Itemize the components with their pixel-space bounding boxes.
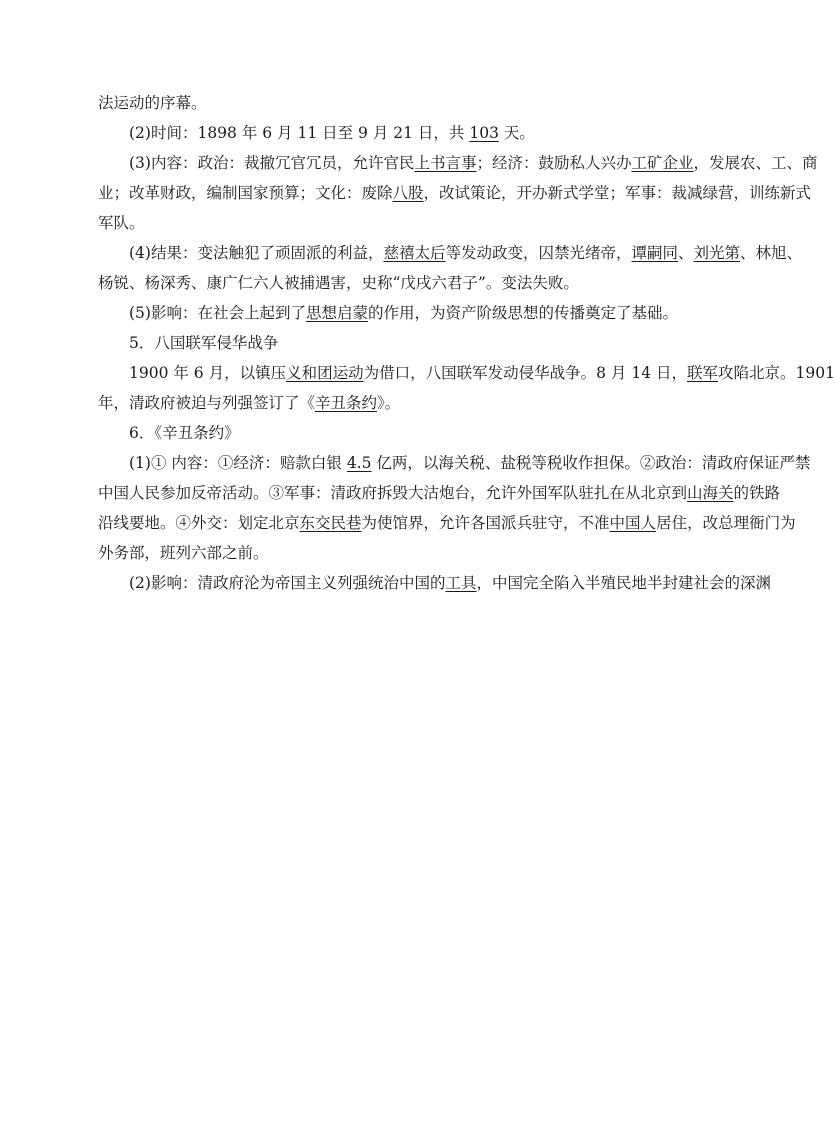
text-run: ；经济：鼓励私人兴办 — [476, 154, 632, 172]
underlined-answer: 辛丑条约 — [315, 394, 378, 412]
underlined-answer: 八股 — [392, 184, 424, 202]
text-run: (1)① 内容：①经济：赔款白银 — [129, 454, 347, 472]
underlined-answer: 慈禧太后 — [383, 244, 446, 262]
reform-impact-item — [98, 298, 704, 328]
paragraph-continuation — [98, 88, 704, 118]
text-run: ，发展农、工、商 — [693, 154, 818, 172]
text-run: 中国人民参加反帝活动。③军事：清政府拆毁大沽炮台，允许外国军队驻扎在从北京到 — [98, 484, 688, 502]
text-run: 的铁路 — [733, 484, 781, 502]
underlined-answer: 刘光第 — [693, 244, 741, 262]
treaty-content-item-line4 — [98, 538, 704, 568]
treaty-content-item-line3 — [98, 508, 796, 538]
underlined-answer: 思想启蒙 — [305, 304, 368, 322]
text-run: 、林旭、 — [740, 244, 803, 262]
reform-content-item-line3 — [98, 208, 704, 238]
text-run: 亿两，以海关税、盐税等税收作担保。②政治：清政府保证严禁 — [371, 454, 811, 472]
underlined-answer: 工矿企业 — [631, 154, 694, 172]
reform-result-item-line2 — [98, 268, 704, 298]
eight-nation-paragraph — [98, 358, 835, 388]
text-run: ，改试策论，开办新式学堂；军事：裁减绿营，训练新式 — [423, 184, 812, 202]
text-run: 法运动的序幕。 — [98, 94, 207, 112]
text-run: 、 — [678, 244, 694, 262]
section-heading-xinchou — [98, 418, 704, 448]
text-run: 为借口，八国联军发动侵华战争。8 月 14 日， — [363, 364, 687, 382]
document-body — [98, 88, 835, 598]
reform-result-item — [98, 238, 803, 268]
text-run: 业；改革财政，编制国家预算；文化：废除 — [98, 184, 393, 202]
text-run: (3)内容：政治：裁撤冗官冗员，允许官民 — [129, 154, 415, 172]
text-run: (5)影响：在社会上起到了 — [129, 304, 306, 322]
text-run: 1900 年 6 月，以镇压 — [129, 364, 287, 382]
text-run: 为使馆界，允许各国派兵驻守，不准 — [361, 514, 610, 532]
underlined-answer: 谭嗣同 — [631, 244, 679, 262]
text-run: (2)时间：1898 年 6 月 11 日至 9 月 21 日，共 — [129, 124, 470, 142]
text-run: 杨锐、杨深秀、康广仁六人被捕遇害，史称“戊戌六君子”。变法失败。 — [98, 274, 579, 292]
underlined-answer: 4.5 — [346, 454, 372, 472]
underlined-answer: 上书言事 — [414, 154, 477, 172]
reform-content-item — [98, 148, 818, 178]
underlined-answer: 义和团运动 — [286, 364, 364, 382]
text-run: 军队。 — [98, 214, 145, 232]
text-run: (2)影响：清政府沦为帝国主义列强统治中国的 — [129, 574, 446, 592]
text-run: 沿线要地。④外交：划定北京 — [98, 514, 300, 532]
section-heading-eight-nation — [98, 328, 704, 358]
text-run: 攻陷北京。1901 — [718, 364, 835, 382]
text-run: 等发动政变，囚禁光绪帝， — [445, 244, 632, 262]
text-run: 外务部，班列六部之前。 — [98, 544, 269, 562]
text-run: 的作用，为资产阶级思想的传播奠定了基础。 — [367, 304, 678, 322]
eight-nation-paragraph-line2 — [98, 388, 704, 418]
text-run: 天。 — [498, 124, 535, 142]
underlined-answer: 东交民巷 — [299, 514, 362, 532]
text-run: 年，清政府被迫与列强签订了《 — [98, 394, 316, 412]
treaty-impact-item — [98, 568, 771, 598]
underlined-answer: 中国人 — [609, 514, 657, 532]
text-run: 6．《辛丑条约》 — [129, 424, 240, 442]
reform-content-item-line2 — [98, 178, 812, 208]
text-run: 居住，改总理衙门为 — [656, 514, 796, 532]
treaty-content-item-line2 — [98, 478, 781, 508]
underlined-answer: 103 — [469, 124, 499, 142]
underlined-answer: 工具 — [445, 574, 477, 592]
text-run: (4)结果：变法触犯了顽固派的利益， — [129, 244, 384, 262]
treaty-content-item — [98, 448, 811, 478]
text-run: 5．八国联军侵华战争 — [129, 334, 279, 352]
text-run: ，中国完全陷入半殖民地半封建社会的深渊 — [476, 574, 771, 592]
underlined-answer: 联军 — [686, 364, 718, 382]
text-run: 》。 — [377, 394, 401, 412]
reform-time-item — [98, 118, 704, 148]
underlined-answer: 山海关 — [687, 484, 734, 502]
